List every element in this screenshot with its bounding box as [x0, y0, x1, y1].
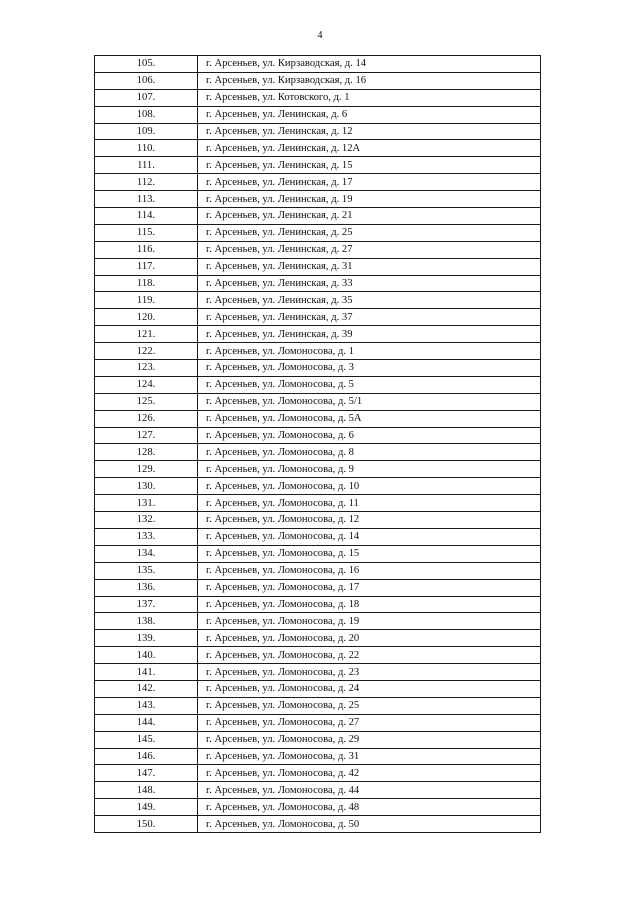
table-row [95, 208, 541, 225]
row-address: г. Арсеньев, ул. Ломоносова, д. 10 [198, 478, 541, 495]
row-address: г. Арсеньев, ул. Ломоносова, д. 9 [198, 461, 541, 478]
row-number: 130. [95, 478, 198, 495]
row-number: 148. [95, 782, 198, 799]
table-row [95, 326, 541, 343]
row-address: г. Арсеньев, ул. Ломоносова, д. 6 [198, 427, 541, 444]
row-number: 146. [95, 748, 198, 765]
row-number: 116. [95, 241, 198, 258]
row-number: 122. [95, 343, 198, 360]
row-number: 117. [95, 258, 198, 275]
row-address: г. Арсеньев, ул. Ломоносова, д. 5 [198, 376, 541, 393]
table-row [95, 647, 541, 664]
row-number: 141. [95, 664, 198, 681]
table-row [95, 376, 541, 393]
row-address: г. Арсеньев, ул. Ломоносова, д. 11 [198, 495, 541, 512]
row-number: 107. [95, 89, 198, 106]
row-address: г. Арсеньев, ул. Ломоносова, д. 17 [198, 579, 541, 596]
table-row [95, 697, 541, 714]
table-row [95, 174, 541, 191]
row-address: г. Арсеньев, ул. Ломоносова, д. 14 [198, 528, 541, 545]
table-row [95, 748, 541, 765]
row-address: г. Арсеньев, ул. Ленинская, д. 27 [198, 241, 541, 258]
table-row [95, 596, 541, 613]
row-number: 132. [95, 512, 198, 529]
row-number: 118. [95, 275, 198, 292]
row-number: 145. [95, 731, 198, 748]
table-row [95, 106, 541, 123]
row-address: г. Арсеньев, ул. Ленинская, д. 6 [198, 106, 541, 123]
row-address: г. Арсеньев, ул. Ломоносова, д. 27 [198, 714, 541, 731]
row-address: г. Арсеньев, ул. Ленинская, д. 31 [198, 258, 541, 275]
table-row [95, 56, 541, 73]
row-address: г. Арсеньев, ул. Ленинская, д. 19 [198, 191, 541, 208]
table-row [95, 393, 541, 410]
address-table-body [95, 56, 541, 833]
row-number: 114. [95, 208, 198, 225]
row-number: 120. [95, 309, 198, 326]
row-address: г. Арсеньев, ул. Ленинская, д. 21 [198, 208, 541, 225]
row-address: г. Арсеньев, ул. Ленинская, д. 33 [198, 275, 541, 292]
table-row [95, 630, 541, 647]
row-address: г. Арсеньев, ул. Ломоносова, д. 18 [198, 596, 541, 613]
table-row [95, 157, 541, 174]
table-row [95, 765, 541, 782]
row-address: г. Арсеньев, ул. Ломоносова, д. 48 [198, 799, 541, 816]
table-row [95, 410, 541, 427]
table-row [95, 123, 541, 140]
row-address: г. Арсеньев, ул. Ломоносова, д. 42 [198, 765, 541, 782]
table-row [95, 89, 541, 106]
row-address: г. Арсеньев, ул. Ломоносова, д. 29 [198, 731, 541, 748]
row-address: г. Арсеньев, ул. Ломоносова, д. 20 [198, 630, 541, 647]
row-number: 143. [95, 697, 198, 714]
table-row [95, 799, 541, 816]
table-row [95, 528, 541, 545]
table-row [95, 562, 541, 579]
row-address: г. Арсеньев, ул. Ломоносова, д. 23 [198, 664, 541, 681]
row-address: г. Арсеньев, ул. Ломоносова, д. 50 [198, 816, 541, 833]
row-number: 109. [95, 123, 198, 140]
row-number: 121. [95, 326, 198, 343]
row-number: 113. [95, 191, 198, 208]
row-number: 128. [95, 444, 198, 461]
table-row [95, 613, 541, 630]
row-address: г. Арсеньев, ул. Ломоносова, д. 5А [198, 410, 541, 427]
row-address: г. Арсеньев, ул. Ленинская, д. 17 [198, 174, 541, 191]
row-address: г. Арсеньев, ул. Ломоносова, д. 1 [198, 343, 541, 360]
row-address: г. Арсеньев, ул. Ломоносова, д. 24 [198, 680, 541, 697]
table-row [95, 714, 541, 731]
row-address: г. Арсеньев, ул. Ломоносова, д. 25 [198, 697, 541, 714]
row-address: г. Арсеньев, ул. Кирзаводская, д. 16 [198, 72, 541, 89]
row-number: 147. [95, 765, 198, 782]
row-address: г. Арсеньев, ул. Ленинская, д. 15 [198, 157, 541, 174]
row-number: 126. [95, 410, 198, 427]
row-address: г. Арсеньев, ул. Ленинская, д. 12А [198, 140, 541, 157]
row-address: г. Арсеньев, ул. Котовского, д. 1 [198, 89, 541, 106]
row-number: 134. [95, 545, 198, 562]
table-row [95, 258, 541, 275]
row-address: г. Арсеньев, ул. Ленинская, д. 39 [198, 326, 541, 343]
row-number: 142. [95, 680, 198, 697]
row-number: 150. [95, 816, 198, 833]
table-row [95, 512, 541, 529]
row-number: 106. [95, 72, 198, 89]
row-number: 136. [95, 579, 198, 596]
row-address: г. Арсеньев, ул. Ломоносова, д. 31 [198, 748, 541, 765]
row-number: 112. [95, 174, 198, 191]
row-number: 123. [95, 360, 198, 377]
row-number: 144. [95, 714, 198, 731]
row-address: г. Арсеньев, ул. Ленинская, д. 25 [198, 224, 541, 241]
row-address: г. Арсеньев, ул. Ломоносова, д. 44 [198, 782, 541, 799]
row-number: 137. [95, 596, 198, 613]
table-row [95, 309, 541, 326]
row-address: г. Арсеньев, ул. Ломоносова, д. 16 [198, 562, 541, 579]
row-number: 115. [95, 224, 198, 241]
row-address: г. Арсеньев, ул. Ломоносова, д. 3 [198, 360, 541, 377]
row-number: 131. [95, 495, 198, 512]
table-row [95, 816, 541, 833]
address-table [94, 55, 541, 833]
row-number: 138. [95, 613, 198, 630]
table-row [95, 664, 541, 681]
table-row [95, 579, 541, 596]
row-number: 125. [95, 393, 198, 410]
row-address: г. Арсеньев, ул. Кирзаводская, д. 14 [198, 56, 541, 73]
row-number: 135. [95, 562, 198, 579]
table-row [95, 343, 541, 360]
row-number: 127. [95, 427, 198, 444]
row-number: 111. [95, 157, 198, 174]
table-row [95, 140, 541, 157]
table-row [95, 224, 541, 241]
table-row [95, 495, 541, 512]
table-row [95, 72, 541, 89]
table-row [95, 275, 541, 292]
row-address: г. Арсеньев, ул. Ломоносова, д. 5/1 [198, 393, 541, 410]
table-row [95, 478, 541, 495]
table-row [95, 461, 541, 478]
row-address: г. Арсеньев, ул. Ломоносова, д. 12 [198, 512, 541, 529]
row-address: г. Арсеньев, ул. Ленинская, д. 35 [198, 292, 541, 309]
row-address: г. Арсеньев, ул. Ленинская, д. 37 [198, 309, 541, 326]
row-number: 149. [95, 799, 198, 816]
row-number: 140. [95, 647, 198, 664]
table-row [95, 191, 541, 208]
row-number: 129. [95, 461, 198, 478]
row-number: 133. [95, 528, 198, 545]
row-address: г. Арсеньев, ул. Ломоносова, д. 15 [198, 545, 541, 562]
row-number: 139. [95, 630, 198, 647]
row-number: 105. [95, 56, 198, 73]
table-row [95, 680, 541, 697]
page-number: 4 [317, 30, 323, 41]
table-row [95, 782, 541, 799]
row-address: г. Арсеньев, ул. Ломоносова, д. 22 [198, 647, 541, 664]
row-address: г. Арсеньев, ул. Ломоносова, д. 8 [198, 444, 541, 461]
table-row [95, 545, 541, 562]
table-row [95, 444, 541, 461]
row-number: 108. [95, 106, 198, 123]
row-number: 119. [95, 292, 198, 309]
table-row [95, 427, 541, 444]
row-number: 110. [95, 140, 198, 157]
row-address: г. Арсеньев, ул. Ломоносова, д. 19 [198, 613, 541, 630]
table-row [95, 241, 541, 258]
row-number: 124. [95, 376, 198, 393]
table-row [95, 292, 541, 309]
row-address: г. Арсеньев, ул. Ленинская, д. 12 [198, 123, 541, 140]
table-row [95, 360, 541, 377]
table-row [95, 731, 541, 748]
